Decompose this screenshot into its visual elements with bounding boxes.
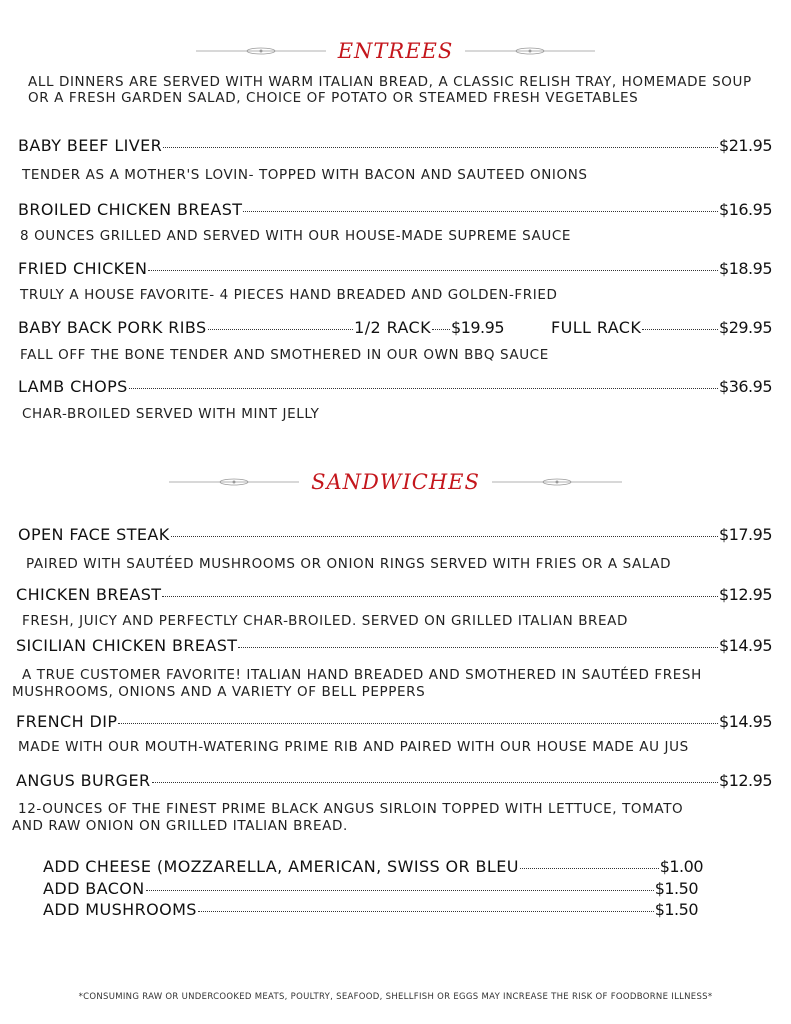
menu-item-angus-burger [16,771,772,790]
entrees-header [0,36,791,66]
item-name: CHICKEN BREAST [16,585,162,604]
item-price: $17.95 [719,525,772,544]
right-flourish-icon [465,45,595,57]
item-description: FRESH, JUICY AND PERFECTLY CHAR-BROILED. SERVED ON GRILLED ITALIAN BREAD [22,613,629,629]
item-name: BROILED CHICKEN BREAST [18,200,243,219]
half-rack-label: 1/2 RACK [354,318,432,337]
leader-dots [146,890,654,891]
item-price: $18.95 [719,259,772,278]
entrees-title: ENTREES [337,39,454,63]
leader-dots [162,596,718,597]
item-price: $14.95 [719,636,772,655]
item-description: TRULY A HOUSE FAVORITE- 4 PIECES HAND BREADED AND GOLDEN-FRIED [20,287,558,303]
item-name: OPEN FACE STEAK [18,525,170,544]
leader-dots [171,536,718,537]
left-flourish-icon [196,45,326,57]
leader-dots [129,388,718,389]
menu-item-baby-back-pork-ribs-half [18,318,504,337]
leader-dots [238,647,718,648]
menu-item-lamb-chops [18,377,772,396]
item-price: $12.95 [719,771,772,790]
leader-dots [198,911,654,912]
item-price: $16.95 [719,200,772,219]
item-description: FALL OFF THE BONE TENDER AND SMOTHERED IN OUR OWN BBQ SAUCE [20,347,549,363]
leader-dots [148,270,718,271]
item-price: $12.95 [719,585,772,604]
item-description-line-1: A TRUE CUSTOMER FAVORITE! ITALIAN HAND BREADED AND SMOTHERED IN SAUTÉED FRESH [22,667,702,683]
item-name: ANGUS BURGER [16,771,151,790]
leader-dots [152,782,719,783]
item-description-line-2: MUSHROOMS, ONIONS AND A VARIETY OF BELL PEPPERS [12,684,426,700]
sandwiches-header [0,467,791,497]
addon-name: ADD CHEESE (MOZZARELLA, AMERICAN, SWISS OR BLEU [43,857,519,876]
leader-dots [432,329,450,330]
item-name: BABY BEEF LIVER [18,136,163,155]
leader-dots [520,868,659,869]
item-price: $21.95 [719,136,772,155]
item-description-line-2: AND RAW ONION ON GRILLED ITALIAN BREAD. [12,818,348,834]
leader-dots [642,329,718,330]
menu-item-french-dip [16,712,772,731]
menu-item-chicken-breast [16,585,772,604]
item-name: FRENCH DIP [16,712,118,731]
item-description: CHAR-BROILED SERVED WITH MINT JELLY [22,406,320,422]
item-description: MADE WITH OUR MOUTH-WATERING PRIME RIB AND PAIRED WITH OUR HOUSE MADE AU JUS [18,739,689,755]
left-flourish-icon [169,476,299,488]
menu-item-sicilian-chicken-breast [16,636,772,655]
menu-item-baby-back-pork-ribs-full [551,318,772,337]
item-description: 8 OUNCES GRILLED AND SERVED WITH OUR HOUSE-MADE SUPREME SAUCE [20,228,571,244]
addon-name: ADD BACON [43,879,145,898]
item-name: LAMB CHOPS [18,377,128,396]
menu-item-open-face-steak [18,525,772,544]
sandwiches-title: SANDWICHES [311,470,480,494]
leader-dots [163,147,718,148]
addon-price: $1.00 [659,857,703,876]
item-description-line-1: 12-OUNCES OF THE FINEST PRIME BLACK ANGUS SIRLOIN TOPPED WITH LETTUCE, TOMATO [18,801,684,817]
menu-item-broiled-chicken-breast [18,200,772,219]
item-price: $14.95 [719,712,772,731]
addon-name: ADD MUSHROOMS [43,900,197,919]
addon-mushrooms [43,900,698,919]
item-price: $36.95 [719,377,772,396]
addon-price: $1.50 [654,900,698,919]
foodborne-illness-disclaimer: *CONSUMING RAW OR UNDERCOOKED MEATS, POULTRY, SEAFOOD, SHELLFISH OR EGGS MAY INCREASE THE RISK OF FOODBORNE ILLNESS* [78,992,713,1002]
item-description: TENDER AS A MOTHER'S LOVIN- TOPPED WITH BACON AND SAUTEED ONIONS [22,167,588,183]
menu-item-fried-chicken [18,259,772,278]
item-name: BABY BACK PORK RIBS [18,318,207,337]
menu-item-baby-beef-liver [18,136,772,155]
leader-dots [243,211,718,212]
leader-dots [118,723,718,724]
right-flourish-icon [492,476,622,488]
item-name: SICILIAN CHICKEN BREAST [16,636,238,655]
item-description: PAIRED WITH SAUTÉED MUSHROOMS OR ONION RINGS SERVED WITH FRIES OR A SALAD [26,556,672,572]
half-rack-price: $19.95 [451,318,504,337]
leader-dots [208,329,354,330]
addon-cheese [43,857,703,876]
full-rack-price: $29.95 [719,318,772,337]
addon-bacon [43,879,698,898]
addon-price: $1.50 [654,879,698,898]
item-name: FRIED CHICKEN [18,259,148,278]
full-rack-label: FULL RACK [551,318,642,337]
entrees-intro: ALL DINNERS ARE SERVED WITH WARM ITALIAN BREAD, A CLASSIC RELISH TRAY, HOMEMADE SOUP OR A FRESH GARDEN SALAD, CHOICE OF POTATO OR STEAMED FRESH VEGETABLES [28,74,752,106]
